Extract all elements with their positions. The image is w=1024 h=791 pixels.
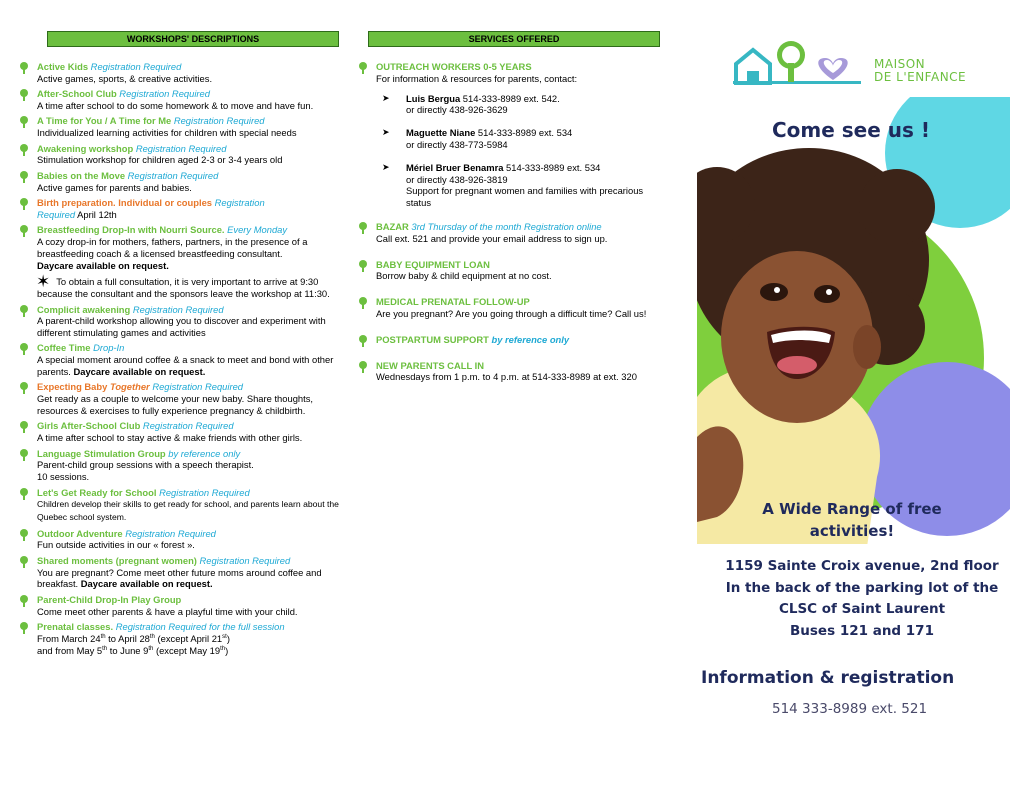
service-desc: Call ext. 521 and provide your email address to sign up. <box>376 232 608 244</box>
contact-phone: 514-333-8989 ext. 534 <box>477 127 573 139</box>
workshop-item <box>19 224 345 300</box>
workshop-title: A Time for You / A Time for Me <box>37 115 172 127</box>
service-item-prenatal <box>358 296 654 320</box>
workshop-title: Expecting Baby <box>37 381 108 393</box>
tree-bullet-icon <box>19 171 29 183</box>
workshop-title: Complicit awakening <box>37 303 131 315</box>
service-title: NEW PARENTS CALL IN <box>376 359 484 371</box>
workshop-title: Birth preparation. Individual or couples <box>37 196 213 208</box>
contact-entry <box>358 162 654 209</box>
registration-note: Registration Required <box>152 381 244 393</box>
workshop-desc: Individualized learning activities for children with special needs <box>37 127 297 139</box>
service-title: POSTPARTUM SUPPORT <box>376 333 489 345</box>
contact-note: Support for pregnant women and families with precarious status <box>406 185 644 209</box>
tree-bullet-icon <box>358 297 368 309</box>
child-photo-illustration <box>697 97 1024 549</box>
services-header: SERVICES OFFERED <box>368 31 660 47</box>
workshop-title: Active Kids <box>37 61 89 72</box>
service-item-bazar <box>358 221 654 245</box>
tree-bullet-icon <box>358 335 368 347</box>
workshops-header: WORKSHOPS' DESCRIPTIONS <box>47 31 339 47</box>
registration-note: Registration Required for the full session <box>115 620 285 632</box>
workshop-desc: A time after school to stay active & make friends with other girls. <box>37 432 303 444</box>
workshop-item <box>19 448 345 483</box>
workshop-item <box>19 342 345 377</box>
service-title: BAZAR <box>376 220 409 232</box>
address-block <box>717 556 1007 642</box>
tree-bullet-icon <box>19 421 29 433</box>
workshop-title: Parent-Child Drop-In Play Group <box>37 593 182 605</box>
registration-note: Registration Required <box>199 554 291 566</box>
workshop-desc: A time after school to do some homework & to move and have fun. <box>37 99 314 111</box>
workshop-desc: Fun outside activities in our « forest ». <box>37 539 195 551</box>
tree-bullet-icon <box>19 343 29 355</box>
registration-note: Required <box>37 208 76 220</box>
registration-note: Registration Required <box>132 303 224 315</box>
free-activities-heading: A Wide Range of free activities! <box>762 500 942 540</box>
workshop-desc: A parent-child workshop allowing you to discover and experiment with different stimulating games and activities <box>37 315 326 339</box>
registration-note: by reference only <box>491 333 570 345</box>
workshop-title: After-School Club <box>37 88 117 100</box>
workshop-title-emphasis: Together <box>109 381 150 393</box>
contact-direct: or directly 438-926-3819 <box>406 173 508 185</box>
workshop-item <box>19 304 345 339</box>
info-registration-heading: Information & registration <box>701 668 955 688</box>
tree-bullet-icon <box>358 62 368 74</box>
service-title: MEDICAL PRENATAL FOLLOW-UP <box>376 296 530 308</box>
workshop-desc: Active games for parents and babies. <box>37 181 192 193</box>
service-title: BABY EQUIPMENT LOAN <box>376 258 490 270</box>
service-item-new-parents <box>358 360 654 384</box>
tree-bullet-icon <box>19 225 29 237</box>
workshop-desc: Parent-child group sessions with a speech therapist. <box>37 459 254 471</box>
workshop-item <box>19 420 345 444</box>
promo-panel <box>697 0 1024 791</box>
service-desc: Borrow baby & child equipment at no cost. <box>376 270 552 282</box>
workshop-item <box>19 115 345 139</box>
info-phone: 514 333-8989 ext. 521 <box>772 701 928 717</box>
workshop-item <box>19 594 345 618</box>
daycare-note: Daycare available on request. <box>80 578 213 590</box>
workshop-title: Outdoor Adventure <box>37 527 123 539</box>
tree-bullet-icon <box>19 595 29 607</box>
registration-note: Registration online <box>524 220 602 232</box>
address-line: In the back of the parking lot of the <box>725 579 999 596</box>
workshop-title: Awakening workshop <box>37 142 134 154</box>
star-icon: ✶ <box>36 272 51 292</box>
prenatal-dates-line-1: From March 24th to April 28th (except April 21st) <box>37 632 230 644</box>
workshop-desc: A special moment around coffee & a snack to meet and bond with other parents. <box>37 354 334 378</box>
tree-bullet-icon <box>19 449 29 461</box>
tree-bullet-icon <box>19 382 29 394</box>
workshop-title: Breastfeeding Drop-In with Nourri Source. <box>37 224 225 236</box>
tree-bullet-icon <box>19 116 29 128</box>
tree-bullet-icon <box>19 89 29 101</box>
arrow-bullet-icon: ➤ <box>382 161 390 172</box>
tree-bullet-icon <box>19 556 29 568</box>
workshop-title: Coffee Time <box>37 342 91 354</box>
address-line: 1159 Sainte Croix avenue, 2nd floor <box>725 558 999 574</box>
workshop-item <box>19 143 345 167</box>
workshop-item <box>19 487 345 524</box>
schedule-note: 3rd Thursday of the month <box>411 220 522 232</box>
tree-bullet-icon <box>19 144 29 156</box>
service-item-postpartum <box>358 334 654 346</box>
come-see-us-heading: Come see us ! <box>771 118 930 142</box>
workshops-list <box>19 61 345 660</box>
contact-name: Maguette Niane <box>406 127 476 139</box>
workshop-item <box>19 528 345 552</box>
service-item-baby-equipment <box>358 259 654 283</box>
workshop-item <box>19 621 345 656</box>
tree-bullet-icon <box>19 529 29 541</box>
tree-bullet-icon <box>19 62 29 74</box>
workshop-item <box>19 170 345 194</box>
contact-entry <box>358 127 654 151</box>
arrow-bullet-icon: ➤ <box>382 127 390 138</box>
arrow-bullet-icon: ➤ <box>382 92 390 103</box>
maison-logo-icon <box>733 38 873 88</box>
workshop-item <box>19 197 345 221</box>
registration-note: Registration Required <box>127 169 219 181</box>
workshop-date: April 12th <box>77 208 117 220</box>
service-desc: Are you pregnant? Are you going through a difficult time? Call us! <box>376 307 647 319</box>
workshop-item <box>19 61 345 85</box>
logo-text: MAISON DE L'ENFANCE <box>874 57 967 84</box>
tree-bullet-icon <box>19 622 29 634</box>
registration-note: Registration Required <box>119 88 210 100</box>
workshop-desc: You are pregnant? Come meet other future moms around coffee and breakfast. <box>37 566 322 590</box>
address-line: CLSC of Saint Laurent <box>778 601 946 617</box>
registration-note: by reference only <box>168 447 241 459</box>
contact-name: Mériel Bruer Benamra <box>406 161 504 173</box>
registration-note: Registration Required <box>142 420 234 432</box>
workshop-title: Prenatal classes. <box>37 620 114 632</box>
service-item-outreach <box>358 61 654 85</box>
services-list <box>358 61 654 387</box>
tree-bullet-icon <box>358 222 368 234</box>
workshop-title: Shared moments (pregnant women) <box>37 554 197 566</box>
workshop-sessions: 10 sessions. <box>37 471 90 483</box>
address-line: Buses 121 and 171 <box>790 622 934 639</box>
registration-note: Registration Required <box>159 486 250 498</box>
tree-bullet-icon <box>19 198 29 210</box>
service-title: OUTREACH WORKERS 0-5 YEARS <box>376 61 532 72</box>
workshop-desc: Active games, sports, & creative activities. <box>37 72 213 84</box>
workshop-title: Babies on the Move <box>37 169 126 181</box>
service-desc: For information & resources for parents, contact: <box>376 72 578 84</box>
consultation-note: ✶ To obtain a full consultation, it is very important to arrive at 9:30 because the consultant and the sponsors leave the workshop at 11:30. <box>36 272 330 300</box>
tree-bullet-icon <box>358 361 368 373</box>
workshop-desc: Come meet other parents & have a playful time with your child. <box>37 605 298 617</box>
contact-direct: or directly 438-773-5984 <box>406 138 508 150</box>
contact-direct: or directly 438-926-3629 <box>406 104 508 116</box>
registration-note: Registration Required <box>173 115 265 127</box>
workshop-desc: Children develop their skills to get ready for school, and parents learn about the Quebec school system. <box>37 499 339 523</box>
daycare-note: Daycare available on request. <box>37 259 169 271</box>
contact-phone: 514-333-8989 ext. 542. <box>462 92 560 104</box>
service-desc: Wednesdays from 1 p.m. to 4 p.m. at 514-333-8989 at ext. 320 <box>376 371 637 383</box>
registration-note: Registration Required <box>135 142 227 154</box>
workshop-desc: Stimulation workshop for children aged 2-3 or 3-4 years old <box>37 154 283 166</box>
daycare-note: Daycare available on request. <box>73 366 206 378</box>
workshop-title: Let's Get Ready for School <box>37 486 157 498</box>
workshop-title: Girls After-School Club <box>37 420 141 432</box>
tree-bullet-icon <box>19 305 29 317</box>
workshop-title: Language Stimulation Group <box>37 447 166 459</box>
prenatal-dates-line-2: and from May 5th to June 9th (except May 19th) <box>37 644 229 656</box>
contact-name: Luis Bergua <box>406 92 461 104</box>
registration-note: Registration <box>214 196 265 208</box>
contact-phone: 514-333-8989 ext. 534 <box>506 161 601 173</box>
workshop-desc: Get ready as a couple to welcome your new baby. Share thoughts, resources & exercises to fully experience pregnancy & childbirth. <box>37 393 314 417</box>
contact-entry <box>358 93 654 117</box>
workshop-item <box>19 555 345 590</box>
workshop-item <box>19 381 345 416</box>
workshop-desc: A cozy drop-in for mothers, fathers, partners, in the presence of a breastfeeding coach & a licensed breastfeeding consultant. <box>37 235 308 259</box>
schedule-note: Every Monday <box>227 224 288 236</box>
registration-note: Registration Required <box>90 61 182 72</box>
workshop-item <box>19 88 345 112</box>
tree-bullet-icon <box>19 488 29 500</box>
registration-note: Registration Required <box>125 527 216 539</box>
registration-note: Drop-In <box>93 342 125 354</box>
tree-bullet-icon <box>358 260 368 272</box>
